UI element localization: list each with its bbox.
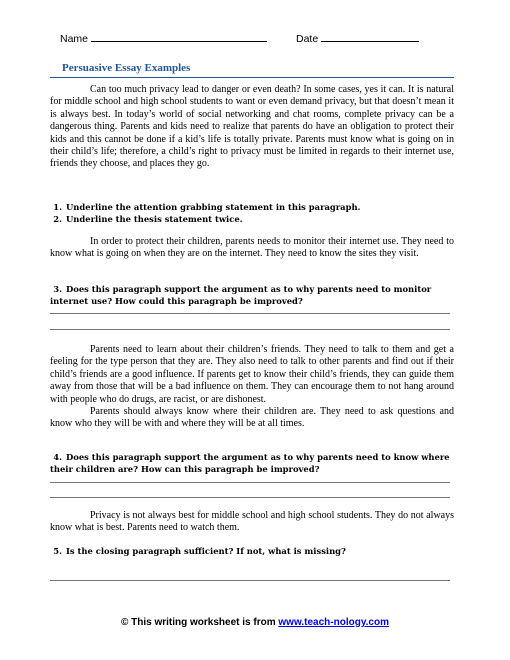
- question-4: [50, 451, 454, 475]
- question-number: 4.: [53, 452, 62, 462]
- footer-copyright: © This writing worksheet is from: [121, 617, 276, 628]
- question-1: [50, 201, 454, 213]
- question-text: Underline the attention grabbing statement in this paragraph.: [66, 202, 361, 212]
- name-field[interactable]: [60, 31, 267, 45]
- answer-line[interactable]: [50, 580, 450, 581]
- answer-line[interactable]: [50, 313, 450, 314]
- question-text: Is the closing paragraph sufficient? If not, what is missing?: [66, 546, 346, 556]
- name-blank[interactable]: [91, 31, 267, 42]
- question-5: [50, 545, 454, 557]
- answer-line[interactable]: [50, 497, 450, 498]
- question-text: Does this paragraph support the argument as to why parents need to know where their children are? How can this paragraph be improved?: [50, 452, 450, 475]
- paragraph-text: Parents need to learn about their children’s friends. They need to talk to them and get a feeling for the type person that they are. They also need to talk to other parents and find out if their child’s friends are a good influence. If parents get to know their child’s friends, they can guide them away from those that will be a bad influence on them. They can encourage them to not hang around with people who do drugs, are racist, or are dishonest.: [50, 344, 454, 405]
- date-blank[interactable]: [321, 31, 419, 42]
- paragraph-text: In order to protect their children, parents needs to monitor their internet use. They need to know what is going on when they are on the internet. They need to know the sites they visit.: [50, 236, 454, 260]
- question-number: 5.: [53, 546, 62, 556]
- paragraph-introduction: [50, 84, 454, 171]
- paragraph-friends: [50, 344, 454, 431]
- answer-line[interactable]: [50, 482, 450, 483]
- footer: [0, 617, 510, 628]
- paragraph-text: Can too much privacy lead to danger or even death? In some cases, yes it can. It is natural for middle school and high school students to want or even demand privacy, but that doesn’t mean it is always best. In today’s world of social networking and chat rooms, complete privacy can be a dangerous thing. Parents and kids need to realize that parents do have an obligation to protect their kids and this cannot be done if a kid’s life is totally private. Parents must know what is going on in their child’s life; therefore, a child’s right to privacy must be limited in regards to their internet use, friends they choose, and places they go.: [50, 84, 454, 170]
- question-text: Underline the thesis statement twice.: [66, 214, 243, 224]
- question-number: 1.: [53, 202, 62, 212]
- name-label: Name: [60, 33, 89, 45]
- date-label: Date: [296, 33, 319, 45]
- question-number: 3.: [53, 284, 62, 294]
- question-3: [50, 283, 454, 307]
- question-number: 2.: [53, 214, 62, 224]
- title-rule: [50, 77, 454, 78]
- paragraph-text: Parents should always know where their children are. They need to ask questions and know who they will be with and where they will be at all times.: [50, 406, 454, 430]
- answer-line[interactable]: [50, 329, 450, 330]
- question-2: [50, 213, 454, 225]
- paragraph-internet: [50, 236, 454, 261]
- page-title: Persuasive Essay Examples: [62, 62, 191, 74]
- date-field[interactable]: [296, 31, 419, 45]
- footer-link[interactable]: www.teach-nology.com: [278, 617, 389, 628]
- paragraph-text: Privacy is not always best for middle school and high school students. They do not always know what is best. Parents need to watch them.: [50, 510, 454, 534]
- question-text: Does this paragraph support the argument as to why parents need to monitor internet use? How could this paragraph be improved?: [50, 284, 432, 307]
- paragraph-closing: [50, 510, 454, 535]
